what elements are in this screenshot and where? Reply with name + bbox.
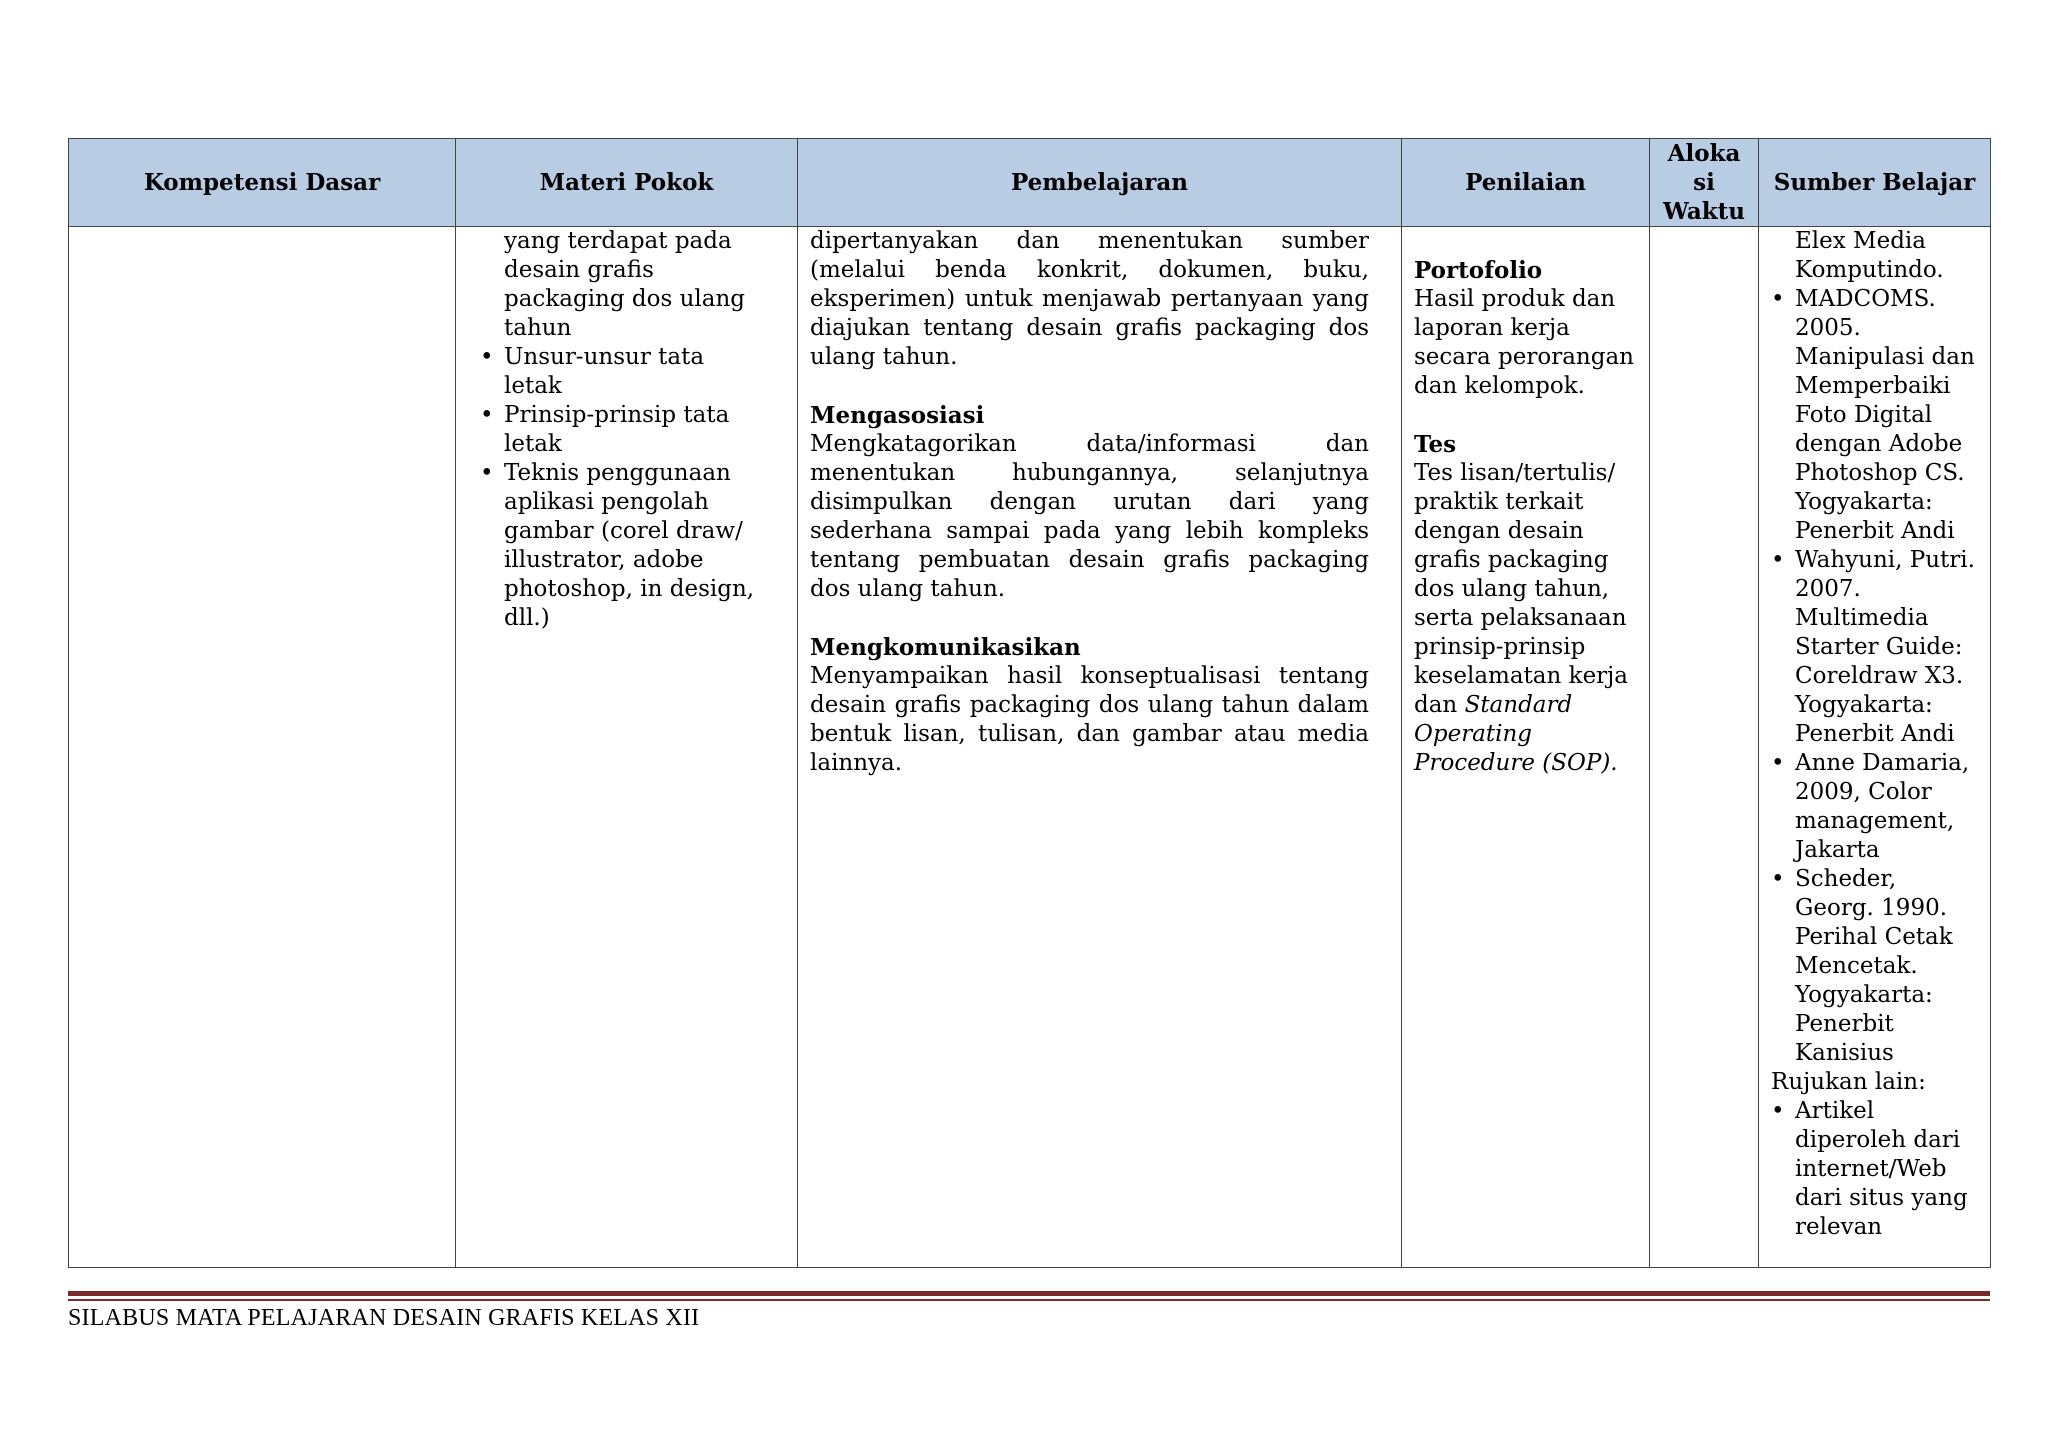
- header-materi-pokok: Materi Pokok: [456, 139, 798, 227]
- mengasosiasi-title: Mengasosiasi: [810, 402, 985, 429]
- mengkomunikasikan-title: Mengkomunikasikan: [810, 634, 1081, 661]
- list-item: • Scheder, Georg. 1990. Perihal Cetak Mencetak. Yogyakarta: Penerbit Kanisius: [1795, 865, 1982, 1068]
- list-item: • MADCOMS. 2005. Manipulasi dan Memperbaiki Foto Digital dengan Adobe Photoshop CS. Yogyakarta: Penerbit Andi: [1795, 285, 1982, 546]
- table-row: [69, 227, 1991, 1268]
- list-item: • Unsur-unsur tata letak: [504, 343, 769, 401]
- mengkomunikasikan-text: Menyampaikan hasil konseptualisasi tentang desain grafis packaging dos ulang tahun dalam bentuk lisan, tulisan, dan gambar atau media lainnya.: [810, 663, 1369, 776]
- cell-materi-pokok: [456, 227, 798, 1268]
- header-penilaian: Penilaian: [1402, 139, 1650, 227]
- footer-divider-thin: [68, 1299, 1990, 1301]
- list-item: • Anne Damaria, 2009, Color management, Jakarta: [1795, 749, 1982, 865]
- footer-divider-thick: [68, 1291, 1990, 1296]
- cell-penilaian: [1402, 227, 1650, 1268]
- tes-title: Tes: [1414, 431, 1457, 458]
- list-item: • Artikel diperoleh dari internet/Web dari situs yang relevan: [1795, 1097, 1982, 1242]
- portofolio-title: Portofolio: [1414, 257, 1543, 284]
- materi-list: [468, 343, 769, 633]
- header-kompetensi-dasar: Kompetensi Dasar: [69, 139, 456, 227]
- footer-text: SILABUS MATA PELAJARAN DESAIN GRAFIS KELAS XII: [68, 1305, 700, 1331]
- sumber-continuation: Elex Media Komputindo.: [1795, 228, 1944, 283]
- list-item: • Prinsip-prinsip tata letak: [504, 401, 769, 459]
- list-item: • Teknis penggunaan aplikasi pengolah gambar (corel draw/ illustrator, adobe photoshop, in design, dll.): [504, 459, 769, 633]
- header-alokasi-waktu: Aloka si Waktu: [1650, 139, 1759, 227]
- sop-text: Standard Operating Procedure (SOP).: [1414, 692, 1618, 776]
- cell-kompetensi-dasar: [69, 227, 456, 1268]
- rujukan-label: Rujukan lain:: [1771, 1069, 1926, 1095]
- portofolio-text: Hasil produk dan laporan kerja secara perorangan dan kelompok.: [1414, 286, 1634, 399]
- cell-pembelajaran: [798, 227, 1402, 1268]
- syllabus-table: [68, 138, 1991, 1268]
- header-sumber-belajar: Sumber Belajar: [1759, 139, 1991, 227]
- rujukan-list: [1771, 1097, 1982, 1242]
- tes-text-block: [1414, 459, 1637, 778]
- cell-sumber-belajar: [1759, 227, 1991, 1268]
- table-header-row: [69, 139, 1991, 227]
- mengasosiasi-text: Mengkatagorikan data/informasi dan menentukan hubungannya, selanjutnya disimpulkan dengan urutan dari yang sederhana sampai pada yang lebih kompleks tentang pembuatan desain grafis packaging dos ulang tahun.: [810, 431, 1369, 602]
- sumber-list: [1771, 285, 1982, 1068]
- header-pembelajaran: Pembelajaran: [798, 139, 1402, 227]
- materi-continuation: yang terdapat pada desain grafis packaging dos ulang tahun: [504, 228, 745, 341]
- pembelajaran-intro: dipertanyakan dan menentukan sumber (melalui benda konkrit, dokumen, buku, eksperimen) untuk menjawab pertanyaan yang diajukan tentang desain grafis packaging dos ulang tahun.: [810, 228, 1369, 370]
- cell-alokasi-waktu: [1650, 227, 1759, 1268]
- tes-text: Tes lisan/tertulis/ praktik terkait dengan desain grafis packaging dos ulang tahun, serta pelaksanaan prinsip-prinsip keselamatan kerja dan: [1414, 460, 1629, 718]
- list-item: • Wahyuni, Putri. 2007. Multimedia Starter Guide: Coreldraw X3. Yogyakarta: Penerbit Andi: [1795, 546, 1982, 749]
